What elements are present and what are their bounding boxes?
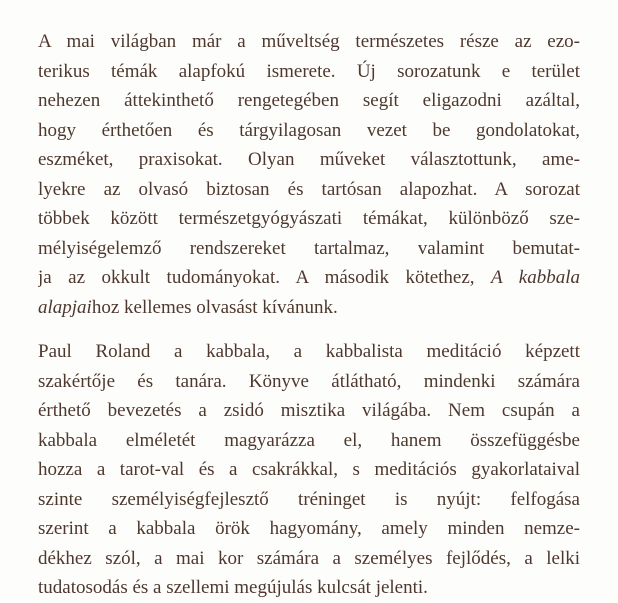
text-line xyxy=(38,27,580,57)
text-segment: hoz kellemes olvasást kívánunk. xyxy=(91,296,338,318)
text-segment: dékhez szól, a mai kor számára a személyes fejlődés, a lelki xyxy=(38,547,580,569)
text-line xyxy=(38,175,580,205)
text-line xyxy=(38,337,580,367)
paragraph-series-intro xyxy=(38,27,580,322)
text-line xyxy=(38,485,580,515)
text-segment: hogy érthetően és tárgyilagosan vezet be gondolatokat, xyxy=(38,119,580,141)
text-line xyxy=(38,573,580,603)
text-line xyxy=(38,426,580,456)
text-line xyxy=(38,263,580,293)
text-line xyxy=(38,204,580,234)
text-line xyxy=(38,544,580,574)
text-line xyxy=(38,234,580,264)
text-line xyxy=(38,455,580,485)
text-line xyxy=(38,86,580,116)
text-segment: érthető bevezetés a zsidó misztika világába. Nem csupán a xyxy=(38,400,580,421)
italic-text-segment: A kabbala xyxy=(491,267,580,288)
text-line xyxy=(38,367,580,397)
text-line xyxy=(38,145,580,175)
text-segment: nehezen áttekinthető rengetegében segít eligazodni azáltal, xyxy=(38,90,580,111)
text-segment: mélyiségelemző rendszereket tartalmaz, valamint bemutat- xyxy=(38,237,580,259)
text-segment: szakértője és tanára. Könyve átlátható, mindenki számára xyxy=(38,370,580,392)
paragraph-author-description xyxy=(38,337,580,603)
text-segment: hozza a tarot-val és a csakrákkal, s meditációs gyakorlataival xyxy=(38,459,580,480)
text-line xyxy=(38,514,580,544)
text-segment: szinte személyiségfejlesztő tréninget is nyújt: felfogása xyxy=(38,488,580,510)
text-segment: terikus témák alapfokú ismerete. Új sorozatunk e terület xyxy=(38,60,580,82)
text-segment: Paul Roland a kabbala, a kabbalista meditáció képzett xyxy=(38,341,580,362)
text-segment: ja az okkult tudományokat. A második kötethez, xyxy=(38,267,492,288)
text-line xyxy=(38,57,580,87)
text-segment: A mai világban már a műveltség természetes része az ezo- xyxy=(38,31,580,52)
text-segment: tudatosodás és a szellemi megújulás kulcsát jelenti. xyxy=(38,577,428,598)
text-segment: lyekre az olvasó biztosan és tartósan alapozhat. A sorozat xyxy=(38,178,580,200)
text-segment: eszméket, praxisokat. Olyan műveket választottunk, ame- xyxy=(38,149,580,170)
text-line xyxy=(38,293,580,323)
text-line xyxy=(38,396,580,426)
italic-text-segment: alapjai xyxy=(38,296,92,318)
text-line xyxy=(38,116,580,146)
text-segment: többek között természetgyógyászati témákat, különböző sze- xyxy=(38,208,580,229)
text-segment: kabbala elméletét magyarázza el, hanem összefüggésbe xyxy=(38,429,580,451)
text-segment: szerint a kabbala örök hagyomány, amely minden nemze- xyxy=(38,518,580,539)
